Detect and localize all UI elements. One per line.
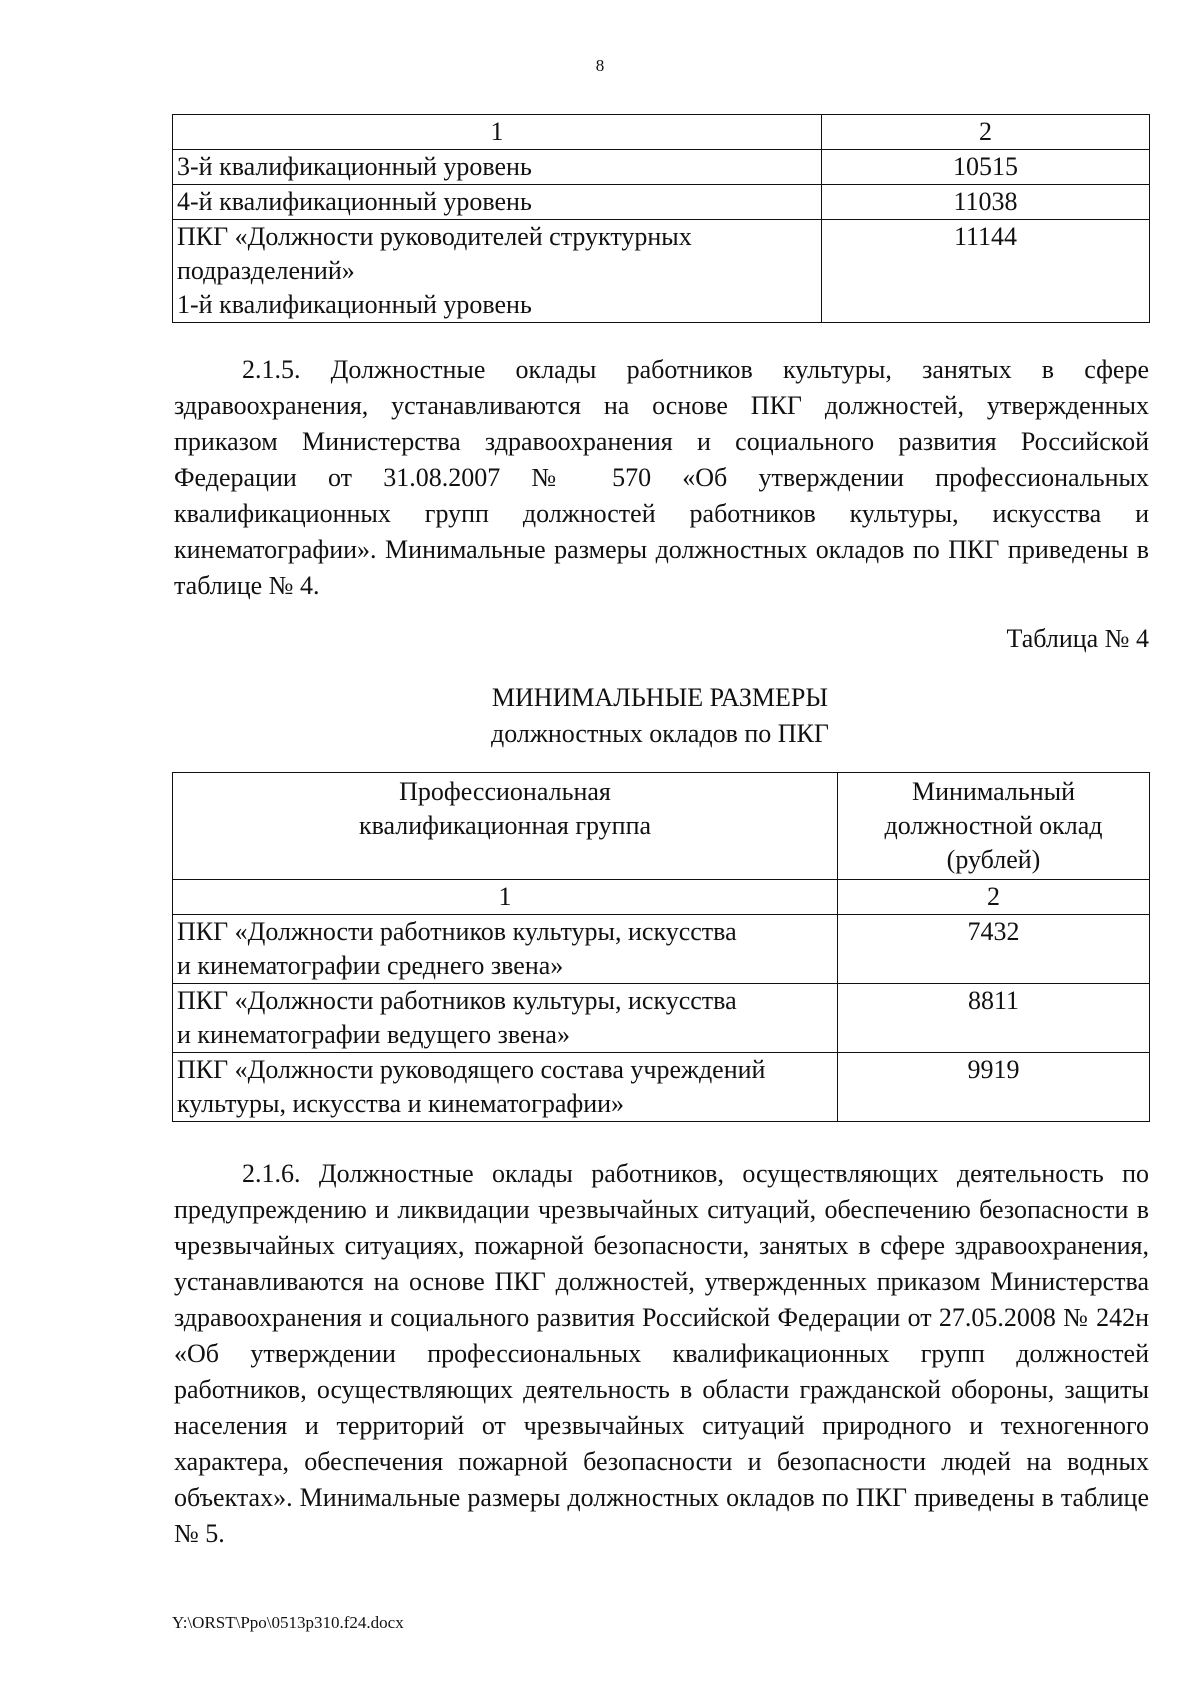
group-cell	[173, 984, 838, 1053]
cell-line: ПКГ «Должности руководителей структурных	[177, 222, 692, 251]
column-number-1: 1	[173, 880, 838, 915]
salary-cell: 11038	[822, 185, 1150, 220]
continued-salary-table	[172, 114, 1150, 323]
cell-line: подразделений»	[177, 256, 355, 285]
salary-cell: 9919	[838, 1053, 1150, 1122]
column-number-2: 2	[838, 880, 1150, 915]
table-row	[173, 984, 1150, 1053]
level-cell	[173, 185, 822, 220]
page-number: 8	[595, 56, 605, 75]
table-title-line-1: МИНИМАЛЬНЫЕ РАЗМЕРЫ	[491, 683, 829, 712]
cell-line: 3-й квалификационный уровень	[177, 152, 532, 181]
column-number-1: 1	[173, 115, 822, 150]
salary-cell: 7432	[838, 915, 1150, 984]
table-header-row	[173, 115, 1150, 150]
header-line: должностной оклад	[884, 811, 1103, 840]
cell-line: ПКГ «Должности работников культуры, искусства	[177, 986, 737, 1015]
cell-line: 4-й квалификационный уровень	[177, 187, 532, 216]
table-4-label: Таблица № 4	[1006, 624, 1149, 653]
table-row	[173, 150, 1150, 185]
cell-line: ПКГ «Должности руководящего состава учреждений	[177, 1055, 766, 1084]
level-cell	[173, 220, 822, 323]
level-cell	[173, 150, 822, 185]
header-min-salary	[838, 773, 1150, 880]
table-title-line-2: должностных окладов по ПКГ	[491, 719, 829, 748]
header-professional-group	[173, 773, 838, 880]
table-row	[173, 915, 1150, 984]
table-row	[173, 220, 1150, 323]
cell-line: 1-й квалификационный уровень	[177, 290, 532, 319]
cell-line: ПКГ «Должности работников культуры, искусства	[177, 917, 737, 946]
header-line: Профессиональная	[399, 777, 611, 806]
column-number-row	[173, 880, 1150, 915]
salary-cell: 8811	[838, 984, 1150, 1053]
column-number-2: 2	[822, 115, 1150, 150]
salary-cell: 11144	[822, 220, 1150, 323]
paragraph-2-1-5: 2.1.5. Должностные оклады работников культуры, занятых в сфере здравоохранения, устанавливаются на основе ПКГ должностей, утвержденных приказом Министерства здравоохранения и социального развития Российской Федерации от 31.08.2007 № 570 «Об утверждении профессиональных квалификационных групп должностей работников культуры, искусства и кинематографии». Минимальные размеры должностных окладов по ПКГ приведены в таблице № 4.	[174, 355, 1149, 600]
group-cell	[173, 915, 838, 984]
salary-cell: 10515	[822, 150, 1150, 185]
paragraph-2-1-6: 2.1.6. Должностные оклады работников, осуществляющих деятельность по предупреждению и ликвидации чрезвычайных ситуаций, обеспечению безопасности в чрезвычайных ситуациях, пожарной безопасности, занятых в сфере здравоохранения, устанавливаются на основе ПКГ должностей, утвержденных приказом Министерства здравоохранения и социального развития Российской Федерации от 27.05.2008 № 242н «Об утверждении профессиональных квалификационных групп должностей работников, осуществляющих деятельность в области гражданской обороны, защиты населения и территорий от чрезвычайных ситуаций природного и техногенного характера, обеспечения пожарной безопасности и безопасности людей на водных объектах». Минимальные размеры должностных окладов по ПКГ приведены в таблице № 5.	[174, 1159, 1149, 1548]
table-4	[172, 772, 1150, 1122]
table-row	[173, 185, 1150, 220]
footer-file-path: Y:\ORST\Ppo\0513p310.f24.docx	[172, 1613, 404, 1632]
table-header-row	[173, 773, 1150, 880]
cell-line: культуры, искусства и кинематографии»	[177, 1089, 625, 1118]
group-cell	[173, 1053, 838, 1122]
header-line: Минимальный	[911, 777, 1076, 806]
table-row	[173, 1053, 1150, 1122]
header-line: квалификационная группа	[358, 811, 652, 840]
cell-line: и кинематографии среднего звена»	[177, 951, 564, 980]
table-4-title	[0, 680, 1200, 752]
cell-line: и кинематографии ведущего звена»	[177, 1020, 570, 1049]
header-line: (рублей)	[946, 845, 1041, 874]
